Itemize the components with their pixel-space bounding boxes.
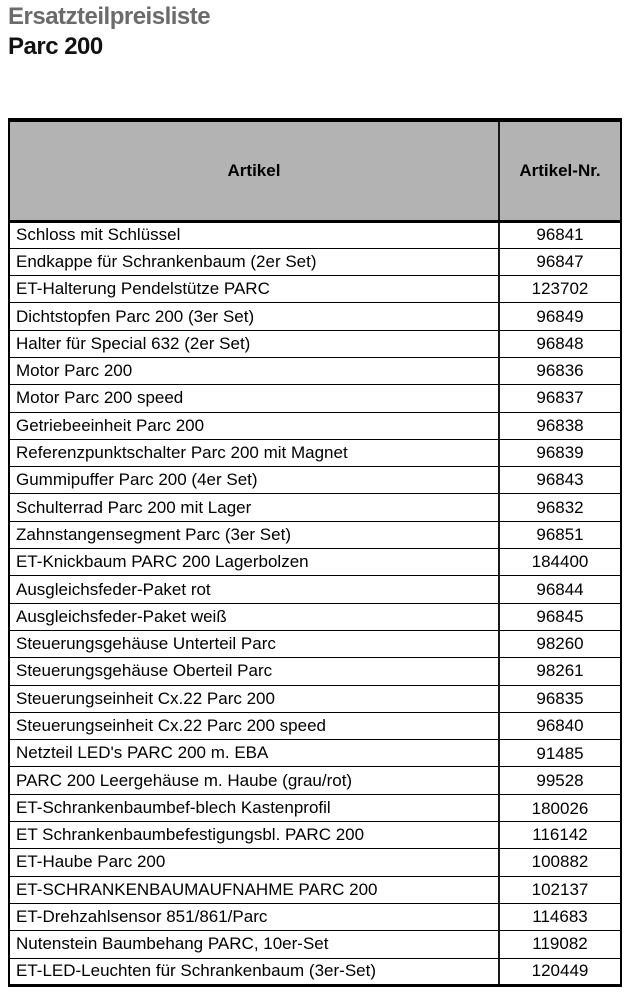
artikel-cell: Zahnstangensegment Parc (3er Set): [9, 521, 499, 548]
artikel-nr-cell: 96843: [499, 467, 621, 494]
artikel-nr-cell: 96847: [499, 248, 621, 275]
artikel-nr-cell: 96844: [499, 576, 621, 603]
artikel-cell: Steuerungseinheit Cx.22 Parc 200: [9, 685, 499, 712]
table-header-row: [9, 120, 621, 221]
artikel-cell: Referenzpunktschalter Parc 200 mit Magnet: [9, 439, 499, 466]
artikel-nr-cell: 96839: [499, 439, 621, 466]
artikel-cell: Schulterrad Parc 200 mit Lager: [9, 494, 499, 521]
table-row: [9, 248, 621, 275]
artikel-nr-cell: 114683: [499, 903, 621, 930]
table-row: [9, 740, 621, 767]
artikel-nr-cell: 96832: [499, 494, 621, 521]
artikel-nr-cell: 96851: [499, 521, 621, 548]
artikel-cell: Ausgleichsfeder-Paket rot: [9, 576, 499, 603]
artikel-cell: Nutenstein Baumbehang PARC, 10er-Set: [9, 931, 499, 958]
artikel-nr-cell: 91485: [499, 740, 621, 767]
table-row: [9, 439, 621, 466]
artikel-cell: ET Schrankenbaumbefestigungsbl. PARC 200: [9, 822, 499, 849]
artikel-nr-cell: 123702: [499, 276, 621, 303]
artikel-cell: PARC 200 Leergehäuse m. Haube (grau/rot): [9, 767, 499, 794]
artikel-cell: Dichtstopfen Parc 200 (3er Set): [9, 303, 499, 330]
table-header: [9, 120, 621, 221]
parts-price-table: [8, 118, 622, 987]
table-row: [9, 276, 621, 303]
artikel-nr-cell: 96836: [499, 357, 621, 384]
column-header-artikel: Artikel: [9, 120, 499, 221]
artikel-nr-cell: 96837: [499, 385, 621, 412]
table-row: [9, 958, 621, 985]
table-row: [9, 630, 621, 657]
artikel-cell: Netzteil LED's PARC 200 m. EBA: [9, 740, 499, 767]
artikel-cell: Schloss mit Schlüssel: [16, 225, 181, 245]
table-row: [9, 576, 621, 603]
table-row: [9, 903, 621, 930]
artikel-cell: ET-Halterung Pendelstütze PARC: [9, 276, 499, 303]
table-row: [9, 603, 621, 630]
artikel-cell: Endkappe für Schrankenbaum (2er Set): [9, 248, 499, 275]
artikel-cell: Getriebeeinheit Parc 200: [9, 412, 499, 439]
artikel-nr-cell: 96849: [499, 303, 621, 330]
artikel-cell: Steuerungsgehäuse Oberteil Parc: [9, 658, 499, 685]
table-row: [9, 794, 621, 821]
artikel-cell: Steuerungseinheit Cx.22 Parc 200 speed: [9, 712, 499, 739]
artikel-nr-cell: 100882: [499, 849, 621, 876]
artikel-nr-cell: 98261: [499, 658, 621, 685]
document-title: Ersatzteilpreisliste: [8, 3, 211, 30]
artikel-nr-cell: 120449: [499, 958, 621, 985]
artikel-nr-cell: 96840: [499, 712, 621, 739]
artikel-cell: ET-LED-Leuchten für Schrankenbaum (3er-Set): [9, 958, 499, 985]
artikel-cell: ET-Schrankenbaumbef-blech Kastenprofil: [9, 794, 499, 821]
artikel-cell: Ausgleichsfeder-Paket weiß: [9, 603, 499, 630]
artikel-cell: Steuerungsgehäuse Unterteil Parc: [9, 630, 499, 657]
table-row: [9, 357, 621, 384]
table-row: [9, 385, 621, 412]
table-row: [9, 931, 621, 958]
artikel-cell: ET-SCHRANKENBAUMAUFNAHME PARC 200: [9, 876, 499, 903]
table-row: [9, 849, 621, 876]
artikel-nr-cell: 102137: [499, 876, 621, 903]
artikel-cell: Halter für Special 632 (2er Set): [9, 330, 499, 357]
artikel-nr-cell: 98260: [499, 630, 621, 657]
artikel-nr-cell: 96841: [499, 221, 621, 248]
table-row: [9, 467, 621, 494]
artikel-nr-cell: 99528: [499, 767, 621, 794]
table-row: [9, 767, 621, 794]
table-row: [9, 412, 621, 439]
artikel-cell: Gummipuffer Parc 200 (4er Set): [9, 467, 499, 494]
table-row: [9, 876, 621, 903]
artikel-nr-cell: 96848: [499, 330, 621, 357]
artikel-cell: Motor Parc 200 speed: [9, 385, 499, 412]
table-row: [9, 221, 621, 248]
artikel-nr-cell: 96835: [499, 685, 621, 712]
artikel-nr-cell: 119082: [499, 931, 621, 958]
artikel-cell: ET-Knickbaum PARC 200 Lagerbolzen: [9, 549, 499, 576]
column-header-artikel-nr: Artikel-Nr.: [499, 120, 621, 221]
table-row: [9, 822, 621, 849]
artikel-nr-cell: 180026: [499, 794, 621, 821]
artikel-cell: ET-Haube Parc 200: [9, 849, 499, 876]
artikel-nr-cell: 96845: [499, 603, 621, 630]
table-row: [9, 521, 621, 548]
table-body: [9, 221, 621, 985]
table-row: [9, 494, 621, 521]
artikel-cell: ET-Drehzahlsensor 851/861/Parc: [9, 903, 499, 930]
artikel-nr-cell: 116142: [499, 822, 621, 849]
table-row: [9, 712, 621, 739]
table-row: [9, 303, 621, 330]
table-row: [9, 330, 621, 357]
artikel-nr-cell: 184400: [499, 549, 621, 576]
artikel-cell: Motor Parc 200: [9, 357, 499, 384]
table-row: [9, 685, 621, 712]
document-subtitle: Parc 200: [8, 33, 103, 60]
artikel-nr-cell: 96838: [499, 412, 621, 439]
table-row: [9, 658, 621, 685]
table-row: [9, 549, 621, 576]
